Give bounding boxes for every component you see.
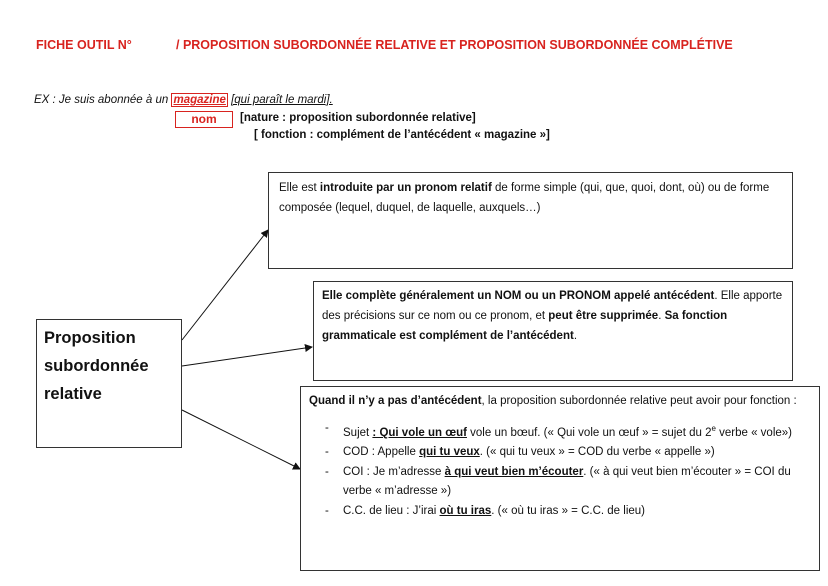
item-pre: Sujet — [343, 426, 373, 439]
sheet-title: / PROPOSITION SUBORDONNÉE RELATIVE ET PROPOSITION SUBORDONNÉE COMPLÉTIVE — [176, 38, 733, 52]
item-post: . (« qui tu veux » = COD du verbe « appelle ») — [479, 446, 715, 459]
box1-text-1: Elle est — [279, 182, 320, 194]
box2-bold-1: Elle complète généralement un NOM ou un PRONOM appelé antécédent — [322, 290, 715, 302]
item-post2: verbe « vole») — [715, 426, 793, 439]
item-pre: COI : Je m’adresse — [343, 465, 445, 478]
main-line-3: relative — [44, 385, 102, 403]
arrow-to-box2 — [182, 347, 312, 366]
item-sup: e — [711, 424, 716, 433]
list-item — [309, 502, 811, 522]
item-post: vole un bœuf. (« Qui vole un œuf » = sujet du 2 — [466, 426, 712, 439]
box2-text-2: . — [658, 310, 665, 322]
box2-bold-3: Sa fonction grammaticale est complément de l’antécédent — [322, 310, 728, 342]
dash-glyph: - — [325, 465, 329, 478]
no-antecedent-box — [300, 386, 820, 571]
dash-glyph: - — [325, 446, 329, 459]
item-key: où tu iras — [439, 504, 492, 517]
introduction-box — [268, 172, 793, 269]
item-post: . (« où tu iras » = C.C. de lieu) — [491, 504, 646, 517]
box2-text-1: . Elle apporte des précisions sur ce nom ou ce pronom, et — [322, 290, 783, 322]
example-nature: [nature : proposition subordonnée relative] — [240, 112, 476, 124]
box1-text-2: de forme simple (qui, que, quoi, dont, où) ou de forme composée (lequel, duquel, de laquelle, auxquels…) — [279, 182, 770, 214]
arrow-to-box3 — [182, 410, 300, 469]
function-list — [309, 419, 811, 521]
main-line-1: Proposition — [44, 329, 136, 347]
box3-intro — [309, 391, 811, 411]
dash-glyph: - — [325, 422, 329, 434]
item-pre: COD : Appelle — [343, 446, 420, 459]
box1-bold-1: introduite par un pronom relatif — [319, 182, 492, 194]
sheet-title-label: FICHE OUTIL N° — [36, 38, 132, 52]
box3-bold-1: Quand il n’y a pas d’antécédent — [309, 395, 482, 407]
nom-tag: nom — [175, 111, 233, 128]
item-pre: C.C. de lieu : J’irai — [343, 504, 440, 517]
list-item — [309, 443, 811, 463]
item-key: à qui veut bien m’écouter — [444, 465, 584, 478]
example-relative: [qui paraît le mardi]. — [231, 94, 333, 106]
list-item — [309, 463, 811, 502]
example-fonction: [ fonction : complément de l’antécédent « magazine »] — [254, 129, 550, 141]
box2-text-3: . — [573, 330, 578, 342]
example-prefix: EX : Je suis abonnée à un — [34, 94, 172, 106]
box2-bold-2: peut être supprimée — [548, 310, 659, 322]
arrow-to-box1 — [182, 230, 268, 340]
item-post: . (« à qui veut bien m’écouter » = COI du verbe « m’adresse ») — [343, 465, 791, 498]
dash-glyph: - — [325, 504, 329, 517]
box3-text-1: , la proposition subordonnée relative peut avoir pour fonction : — [481, 395, 797, 407]
item-key: : Qui vole un œuf — [372, 426, 467, 439]
main-concept-box — [36, 319, 182, 448]
item-key: qui tu veux — [419, 446, 480, 459]
example-antecedent: magazine — [173, 94, 226, 106]
antecedent-box — [313, 281, 793, 381]
list-item — [309, 419, 811, 443]
main-line-2: subordonnée — [44, 357, 149, 375]
